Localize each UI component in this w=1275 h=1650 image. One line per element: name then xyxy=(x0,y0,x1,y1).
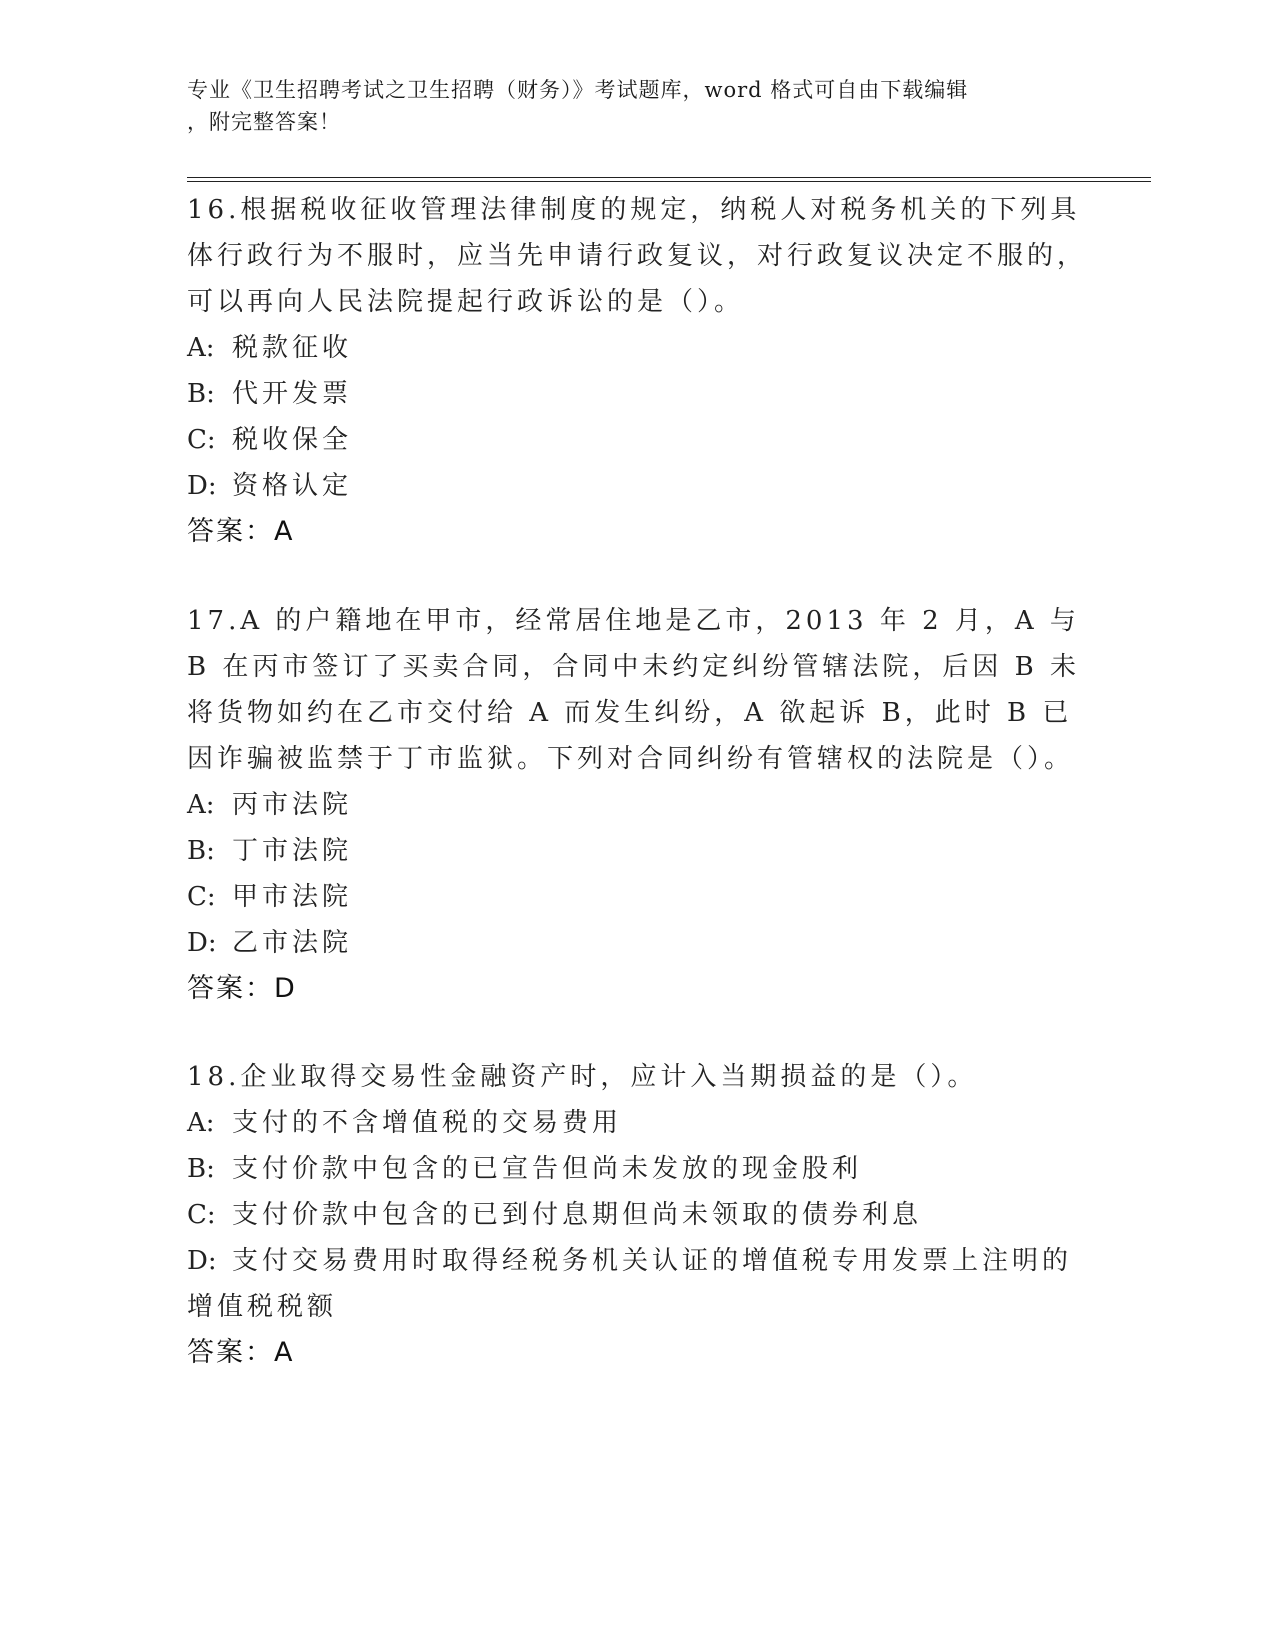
question-18 xyxy=(187,1054,1092,1376)
option-c: C: 甲市法院 xyxy=(187,882,353,912)
header-line-1: 专业《卫生招聘考试之卫生招聘（财务）》考试题库，word 格式可自由下载编辑 xyxy=(187,78,969,102)
option-c: C: 税收保全 xyxy=(187,425,353,455)
option-c: C: 支付价款中包含的已到付息期但尚未领取的债券利息 xyxy=(187,1200,923,1230)
option-d: D: 乙市法院 xyxy=(187,928,353,958)
question-16 xyxy=(187,187,1092,555)
option-a: A: 支付的不含增值税的交易费用 xyxy=(187,1108,623,1138)
option-d: D: 支付交易费用时取得经税务机关认证的增值税专用发票上注明的增值税税额 xyxy=(187,1246,1073,1322)
option-b: B: 丁市法院 xyxy=(187,836,353,866)
header-double-rule xyxy=(187,177,1151,182)
question-text: 16.根据税收征收管理法律制度的规定，纳税人对税务机关的下列具体行政行为不服时，应当先申请行政复议，对行政复议决定不服的，可以再向人民法院提起行政诉讼的是（）。 xyxy=(187,195,1088,317)
header-line-2: ，附完整答案！ xyxy=(187,110,341,134)
option-a: A: 税款征收 xyxy=(187,333,353,363)
option-a: A: 丙市法院 xyxy=(187,790,353,820)
option-b: B: 代开发票 xyxy=(187,379,353,409)
option-d: D: 资格认定 xyxy=(187,471,353,501)
question-17 xyxy=(187,598,1092,1012)
answer-line: 答案：A xyxy=(187,1337,295,1368)
answer-line: 答案：D xyxy=(187,973,297,1004)
answer-line: 答案：A xyxy=(187,516,295,547)
option-b: B: 支付价款中包含的已宣告但尚未发放的现金股利 xyxy=(187,1154,863,1184)
question-text: 18.企业取得交易性金融资产时，应计入当期损益的是（）。 xyxy=(187,1062,978,1092)
question-text: 17.A 的户籍地在甲市，经常居住地是乙市，2013 年 2 月，A 与 B 在丙市签订了买卖合同，合同中未约定纠纷管辖法院，后因 B 未将货物如约在乙市交付给 A 而发生纠纷，A 欲起诉 B，此时 B 已因诈骗被监禁于丁市监狱。下列对合同纠纷有管辖权的法院是（）。 xyxy=(187,606,1081,774)
document-header xyxy=(187,74,1087,138)
